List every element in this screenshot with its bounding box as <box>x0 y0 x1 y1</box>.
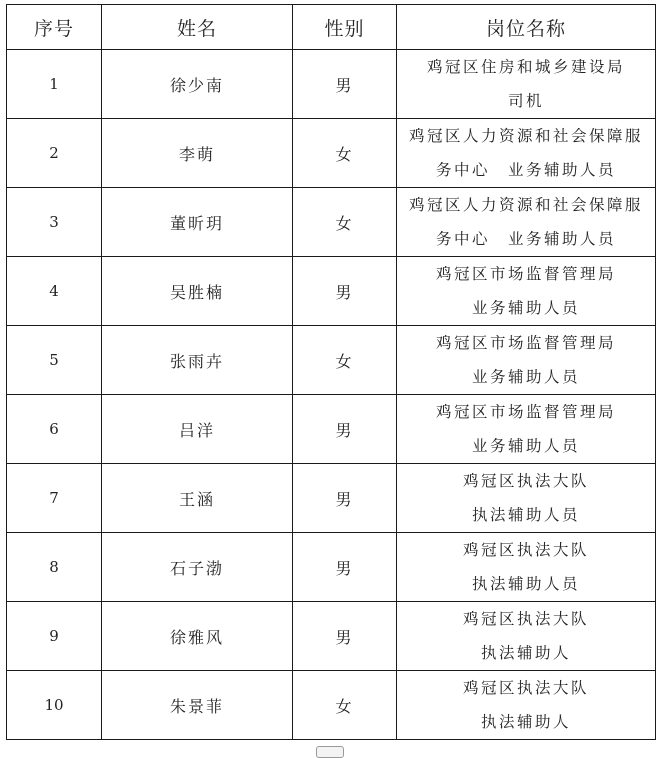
table-row <box>7 671 656 740</box>
personnel-table <box>6 4 656 740</box>
cell-name: 朱景菲 <box>102 671 293 740</box>
table-row <box>7 395 656 464</box>
cell-position <box>397 464 656 533</box>
position-line: 执法辅助人 <box>480 713 571 731</box>
cell-position <box>397 326 656 395</box>
cell-gender: 女 <box>293 671 397 740</box>
cell-name: 徐雅风 <box>102 602 293 671</box>
position-line: 务中心 业务辅助人员 <box>435 230 616 248</box>
position-line: 鸡冠区执法大队 <box>462 541 589 559</box>
cell-position <box>397 188 656 257</box>
cell-index: 6 <box>7 395 102 464</box>
cell-gender: 男 <box>293 50 397 119</box>
cell-index: 1 <box>7 50 102 119</box>
page-scroll-marker <box>316 746 344 758</box>
header-index: 序号 <box>7 5 102 50</box>
cell-position <box>397 257 656 326</box>
cell-gender: 男 <box>293 395 397 464</box>
cell-position <box>397 602 656 671</box>
cell-position <box>397 395 656 464</box>
cell-index: 7 <box>7 464 102 533</box>
cell-name: 徐少南 <box>102 50 293 119</box>
position-line: 业务辅助人员 <box>471 299 580 317</box>
position-line: 业务辅助人员 <box>471 368 580 386</box>
cell-name: 王涵 <box>102 464 293 533</box>
cell-gender: 男 <box>293 533 397 602</box>
cell-index: 8 <box>7 533 102 602</box>
position-line: 鸡冠区市场监督管理局 <box>435 265 616 283</box>
position-line: 务中心 业务辅助人员 <box>435 161 616 179</box>
table-row <box>7 50 656 119</box>
cell-gender: 男 <box>293 464 397 533</box>
position-line: 司机 <box>507 92 544 110</box>
table-row <box>7 188 656 257</box>
table-row <box>7 533 656 602</box>
cell-gender: 女 <box>293 188 397 257</box>
table-row <box>7 602 656 671</box>
cell-gender: 男 <box>293 602 397 671</box>
table-row <box>7 119 656 188</box>
header-row <box>7 5 656 50</box>
table-row <box>7 464 656 533</box>
position-line: 鸡冠区人力资源和社会保障服 <box>408 127 643 145</box>
cell-name: 吴胜楠 <box>102 257 293 326</box>
position-line: 鸡冠区市场监督管理局 <box>435 334 616 352</box>
position-line: 鸡冠区执法大队 <box>462 679 589 697</box>
cell-name: 石子渤 <box>102 533 293 602</box>
position-line: 鸡冠区住房和城乡建设局 <box>426 58 625 76</box>
cell-index: 9 <box>7 602 102 671</box>
cell-position <box>397 671 656 740</box>
cell-index: 2 <box>7 119 102 188</box>
cell-index: 5 <box>7 326 102 395</box>
table-row <box>7 326 656 395</box>
cell-name: 董昕玥 <box>102 188 293 257</box>
position-line: 执法辅助人 <box>480 644 571 662</box>
position-line: 鸡冠区执法大队 <box>462 472 589 490</box>
cell-position <box>397 533 656 602</box>
cell-name: 李萌 <box>102 119 293 188</box>
position-line: 执法辅助人员 <box>471 506 580 524</box>
cell-index: 10 <box>7 671 102 740</box>
cell-gender: 男 <box>293 257 397 326</box>
table-body <box>7 50 656 740</box>
position-line: 执法辅助人员 <box>471 575 580 593</box>
cell-position <box>397 119 656 188</box>
cell-position <box>397 50 656 119</box>
cell-index: 4 <box>7 257 102 326</box>
cell-name: 吕洋 <box>102 395 293 464</box>
table-header <box>7 5 656 50</box>
cell-index: 3 <box>7 188 102 257</box>
table-row <box>7 257 656 326</box>
cell-name: 张雨卉 <box>102 326 293 395</box>
position-line: 鸡冠区人力资源和社会保障服 <box>408 196 643 214</box>
cell-gender: 女 <box>293 119 397 188</box>
header-gender: 性别 <box>293 5 397 50</box>
position-line: 业务辅助人员 <box>471 437 580 455</box>
position-line: 鸡冠区市场监督管理局 <box>435 403 616 421</box>
position-line: 鸡冠区执法大队 <box>462 610 589 628</box>
header-position: 岗位名称 <box>397 5 656 50</box>
cell-gender: 女 <box>293 326 397 395</box>
header-name: 姓名 <box>102 5 293 50</box>
